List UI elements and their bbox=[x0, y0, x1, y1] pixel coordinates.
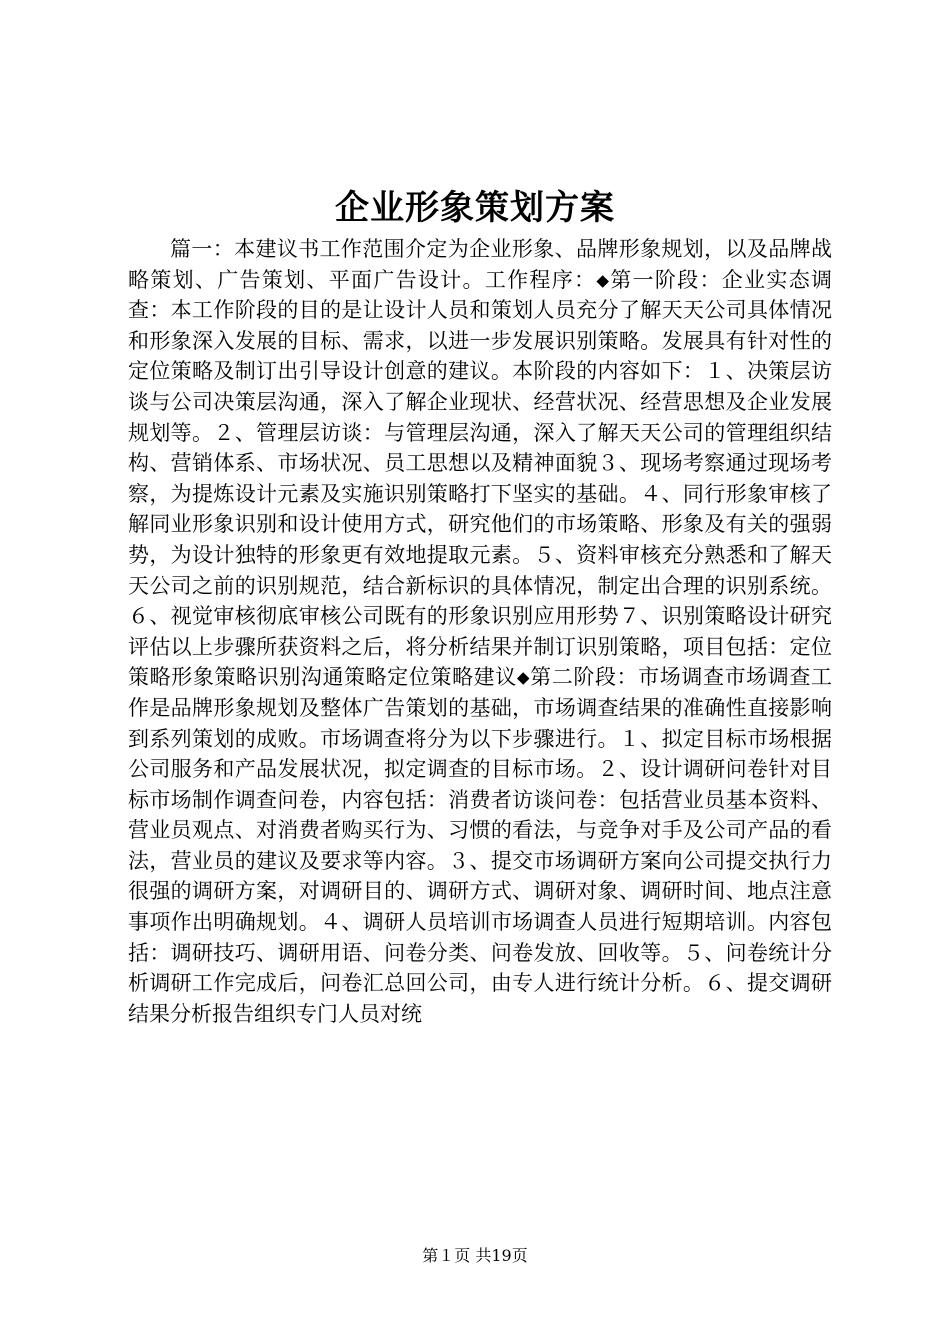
document-body-paragraph: 篇一：本建议书工作范围介定为企业形象、品牌形象规划，以及品牌战略策划、广告策划、平面广告设计。工作程序：◆第一阶段：企业实态调查：本工作阶段的目的是让设计人员和策划人员充分了解天天公司具体情况和形象深入发展的目标、需求，以进一步发展识别策略。发展具有针对性的定位策略及制订出引导设计创意的建议。本阶段的内容如下：１、决策层访谈与公司决策层沟通，深入了解企业现状、经营状况、经营思想及企业发展规划等。２、管理层访谈：与管理层沟通，深入了解天天公司的管理组织结构、营销体系、市场状况、员工思想以及精神面貌３、现场考察通过现场考察，为提炼设计元素及实施识别策略打下坚实的基础。４、同行形象审核了解同业形象识别和设计使用方式，研究他们的市场策略、形象及有关的强弱势，为设计独特的形象更有效地提取元素。５、资料审核充分熟悉和了解天天公司之前的识别规范，结合新标识的具体情况，制定出合理的识别系统。６、视觉审核彻底审核公司既有的形象识别应用形势７、识别策略设计研究评估以上步骤所获资料之后，将分析结果并制订识别策略，项目包括：定位策略形象策略识别沟通策略定位策略建议◆第二阶段：市场调查市场调查工作是品牌形象规划及整体广告策划的基础，市场调查结果的准确性直接影响到系列策划的成败。市场调查将分为以下步骤进行。１、拟定目标市场根据公司服务和产品发展状况，拟定调查的目标市场。２、设计调研问卷针对目标市场制作调查问卷，内容包括：消费者访谈问卷：包括营业员基本资料、营业员观点、对消费者购买行为、习惯的看法，与竞争对手及公司产品的看法，营业员的建议及要求等内容。３、提交市场调研方案向公司提交执行力很强的调研方案，对调研目的、调研方式、调研对象、调研时间、地点注意事项作出明确规划。４、调研人员培训市场调查人员进行短期培训。内容包括：调研技巧、调研用语、问卷分类、问卷发放、回收等。５、问卷统计分析调研工作完成后，问卷汇总回公司，由专人进行统计分析。６、提交调研结果分析报告组织专门人员对统 bbox=[128, 237, 832, 1026]
document-title: 企业形象策划方案 bbox=[335, 188, 615, 228]
page-footer: 第１页 共19页 bbox=[422, 1246, 528, 1265]
